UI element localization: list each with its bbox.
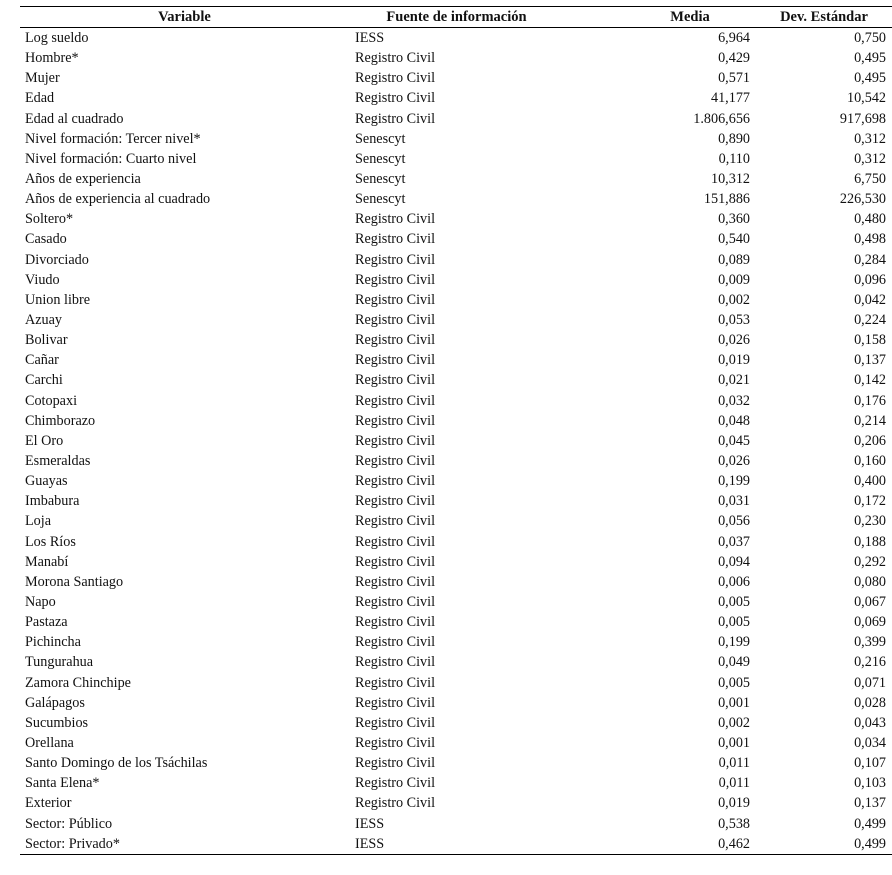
- cell-mean: 0,001: [718, 694, 750, 711]
- table-row: [20, 250, 892, 270]
- table-header: [20, 7, 892, 28]
- table-row: [20, 632, 892, 652]
- table-row: [20, 673, 892, 693]
- cell-sd: 0,028: [854, 694, 886, 711]
- cell-variable: Tungurahua: [25, 654, 94, 671]
- cell-mean: 0,048: [718, 412, 750, 429]
- cell-source: Senescyt: [355, 191, 406, 208]
- cell-sd: 0,188: [854, 533, 886, 550]
- cell-mean: 0,001: [718, 734, 750, 751]
- cell-mean: 0,360: [718, 211, 750, 228]
- cell-mean: 0,037: [718, 533, 750, 550]
- cell-variable: Bolivar: [25, 332, 68, 349]
- cell-sd: 0,214: [854, 412, 886, 429]
- cell-variable: Guayas: [25, 473, 68, 490]
- table-row: [20, 652, 892, 672]
- cell-mean: 0,571: [718, 70, 750, 87]
- cell-variable: Soltero*: [25, 211, 74, 228]
- cell-source: IESS: [355, 30, 385, 47]
- cell-source: Registro Civil: [355, 453, 436, 470]
- cell-mean: 0,011: [718, 755, 750, 772]
- cell-sd: 0,399: [854, 634, 886, 651]
- header-row: [20, 7, 892, 28]
- table-row: [20, 310, 892, 330]
- cell-variable: Santa Elena*: [25, 775, 100, 792]
- cell-sd: 6,750: [854, 171, 886, 188]
- cell-source: Registro Civil: [355, 70, 436, 87]
- cell-sd: 0,103: [854, 775, 886, 792]
- table-row: [20, 451, 892, 471]
- cell-sd: 0,499: [854, 815, 886, 832]
- cell-mean: 41,177: [710, 90, 750, 107]
- cell-sd: 0,137: [854, 352, 886, 369]
- cell-source: Registro Civil: [355, 432, 436, 449]
- cell-sd: 0,216: [854, 654, 886, 671]
- cell-mean: 0,019: [718, 352, 750, 369]
- table-row: [20, 330, 892, 350]
- table-body: [20, 28, 892, 855]
- cell-variable: Union libre: [25, 291, 91, 308]
- cell-mean: 0,053: [718, 312, 750, 329]
- cell-mean: 0,005: [718, 614, 750, 631]
- cell-variable: Exterior: [25, 795, 72, 812]
- cell-variable: Loja: [25, 513, 51, 530]
- cell-source: Registro Civil: [355, 412, 436, 429]
- cell-variable: Años de experiencia: [25, 171, 141, 188]
- cell-variable: Galápagos: [25, 694, 85, 711]
- cell-mean: 0,021: [718, 372, 750, 389]
- cell-sd: 0,498: [854, 231, 886, 248]
- table-row: [20, 511, 892, 531]
- cell-variable: Orellana: [25, 734, 74, 751]
- cell-sd: 0,206: [854, 432, 886, 449]
- cell-source: IESS: [355, 815, 385, 832]
- cell-source: Registro Civil: [355, 493, 436, 510]
- cell-variable: Log sueldo: [25, 30, 89, 47]
- cell-variable: Azuay: [25, 312, 63, 329]
- cell-sd: 0,495: [854, 50, 886, 67]
- table-row: [20, 88, 892, 108]
- cell-variable: Esmeraldas: [25, 453, 91, 470]
- cell-source: Registro Civil: [355, 372, 436, 389]
- cell-variable: Nivel formación: Cuarto nivel: [25, 150, 197, 167]
- table-row: [20, 189, 892, 209]
- header-mean: Media: [604, 7, 756, 28]
- cell-sd: 0,176: [854, 392, 886, 409]
- table-row: [20, 793, 892, 813]
- cell-mean: 0,890: [718, 130, 750, 147]
- cell-source: Registro Civil: [355, 211, 436, 228]
- cell-sd: 0,750: [854, 30, 886, 47]
- cell-mean: 10,312: [710, 171, 750, 188]
- table-row: [20, 149, 892, 169]
- cell-mean: 0,019: [718, 795, 750, 812]
- header-source: Fuente de información: [349, 7, 604, 28]
- table-row: [20, 48, 892, 68]
- cell-sd: 0,034: [854, 734, 886, 751]
- cell-variable: Pastaza: [25, 614, 68, 631]
- table-row: [20, 612, 892, 632]
- cell-variable: Sector: Privado*: [20, 834, 349, 855]
- cell-variable: Los Ríos: [25, 533, 76, 550]
- cell-source: Registro Civil: [355, 352, 436, 369]
- cell-variable: Cañar: [25, 352, 59, 369]
- cell-source: Registro Civil: [355, 90, 436, 107]
- cell-sd: 0,042: [854, 291, 886, 308]
- cell-mean: 0,026: [718, 453, 750, 470]
- cell-source: Registro Civil: [355, 533, 436, 550]
- cell-variable: Zamora Chinchipe: [25, 674, 131, 691]
- cell-source: Registro Civil: [355, 594, 436, 610]
- cell-mean: 6,964: [718, 30, 750, 47]
- cell-mean: 0,094: [718, 553, 750, 570]
- table-row: [20, 290, 892, 310]
- cell-sd: 0,284: [854, 251, 886, 268]
- table-row: [20, 28, 892, 49]
- cell-source: Registro Civil: [355, 312, 436, 329]
- cell-variable: Imbabura: [25, 493, 80, 510]
- cell-sd: 0,400: [854, 473, 886, 490]
- table-row: [20, 753, 892, 773]
- cell-mean: 0,005: [718, 674, 750, 691]
- cell-source: Registro Civil: [355, 775, 436, 792]
- header-sd: Dev. Estándar: [756, 7, 892, 28]
- cell-source: Registro Civil: [355, 553, 436, 570]
- cell-mean: 0,462: [604, 834, 756, 855]
- table-row: [20, 129, 892, 149]
- cell-variable: Pichincha: [25, 634, 81, 651]
- cell-source: Registro Civil: [355, 734, 436, 751]
- cell-source: Registro Civil: [355, 110, 436, 127]
- cell-variable: Manabí: [25, 553, 69, 570]
- cell-variable: Viudo: [25, 271, 60, 288]
- cell-sd: 0,071: [854, 674, 886, 691]
- cell-mean: 0,089: [718, 251, 750, 268]
- cell-sd: 226,530: [839, 191, 886, 208]
- cell-sd: 0,480: [854, 211, 886, 228]
- cell-variable: Nivel formación: Tercer nivel*: [25, 130, 201, 147]
- cell-mean: 0,538: [718, 815, 750, 832]
- cell-source: Registro Civil: [355, 392, 436, 409]
- cell-source: Registro Civil: [355, 291, 436, 308]
- cell-mean: 0,049: [718, 654, 750, 671]
- cell-source: Registro Civil: [355, 795, 436, 812]
- cell-mean: 0,026: [718, 332, 750, 349]
- cell-source: IESS: [349, 834, 604, 855]
- cell-sd: 0,080: [854, 573, 886, 590]
- table-row: [20, 169, 892, 189]
- cell-sd: 0,224: [854, 312, 886, 329]
- cell-source: Registro Civil: [355, 473, 436, 490]
- cell-variable: Edad: [25, 90, 55, 107]
- cell-variable: Chimborazo: [25, 412, 96, 429]
- cell-variable: Napo: [25, 594, 56, 610]
- cell-sd: 0,069: [854, 614, 886, 631]
- cell-variable: Divorciado: [25, 251, 89, 268]
- table-row: [20, 693, 892, 713]
- cell-mean: 0,009: [718, 271, 750, 288]
- cell-variable: Morona Santiago: [25, 573, 124, 590]
- cell-source: Registro Civil: [355, 694, 436, 711]
- cell-mean: 0,032: [718, 392, 750, 409]
- cell-source: Registro Civil: [355, 513, 436, 530]
- cell-sd: 0,096: [854, 271, 886, 288]
- table-row: [20, 270, 892, 290]
- cell-sd: 0,499: [756, 834, 892, 855]
- table-row: [20, 229, 892, 249]
- cell-sd: 0,142: [854, 372, 886, 389]
- cell-mean: 151,886: [703, 191, 750, 208]
- cell-source: Registro Civil: [355, 755, 436, 772]
- cell-source: Registro Civil: [355, 634, 436, 651]
- cell-mean: 0,540: [718, 231, 750, 248]
- cell-source: Registro Civil: [355, 332, 436, 349]
- cell-variable: Sucumbios: [25, 714, 89, 731]
- cell-variable: Edad al cuadrado: [25, 110, 124, 127]
- cell-mean: 0,429: [718, 50, 750, 67]
- table-row: [20, 572, 892, 592]
- table-row: [20, 532, 892, 552]
- cell-sd: 0,230: [854, 513, 886, 530]
- cell-sd: 0,043: [854, 714, 886, 731]
- cell-source: Registro Civil: [355, 654, 436, 671]
- table-row: [20, 411, 892, 431]
- table-row: [20, 491, 892, 511]
- cell-variable: El Oro: [25, 432, 64, 449]
- table-row: [20, 109, 892, 129]
- cell-variable: Carchi: [25, 372, 63, 389]
- cell-sd: 0,495: [854, 70, 886, 87]
- cell-source: Registro Civil: [355, 573, 436, 590]
- cell-sd: 917,698: [839, 110, 886, 127]
- cell-mean: 0,056: [718, 513, 750, 530]
- cell-mean: 0,005: [718, 594, 750, 610]
- table-row: [20, 773, 892, 793]
- cell-sd: 0,312: [854, 130, 886, 147]
- cell-sd: 0,160: [854, 453, 886, 470]
- cell-source: Registro Civil: [355, 614, 436, 631]
- cell-sd: 10,542: [846, 90, 886, 107]
- cell-sd: 0,312: [854, 150, 886, 167]
- cell-mean: 0,002: [718, 291, 750, 308]
- table-row: [20, 431, 892, 451]
- cell-variable: Casado: [25, 231, 67, 248]
- cell-variable: Hombre*: [25, 50, 79, 67]
- cell-variable: Sector: Público: [25, 815, 113, 832]
- cell-source: Registro Civil: [355, 251, 436, 268]
- table-row: [20, 68, 892, 88]
- cell-source: Registro Civil: [355, 231, 436, 248]
- cell-mean: 0,110: [718, 150, 750, 167]
- table-row: [20, 391, 892, 411]
- cell-source: Registro Civil: [355, 271, 436, 288]
- table-row: [20, 370, 892, 390]
- cell-mean: 0,199: [718, 473, 750, 490]
- table-row: [20, 733, 892, 753]
- cell-source: Senescyt: [355, 150, 406, 167]
- table-row: [20, 834, 892, 855]
- table-row: [20, 350, 892, 370]
- cell-mean: 1.806,656: [693, 110, 750, 127]
- cell-source: Registro Civil: [355, 714, 436, 731]
- table-row: [20, 209, 892, 229]
- cell-sd: 0,067: [854, 594, 886, 610]
- cell-mean: 0,006: [718, 573, 750, 590]
- cell-mean: 0,031: [718, 493, 750, 510]
- cell-variable: Santo Domingo de los Tsáchilas: [25, 755, 208, 772]
- cell-source: Senescyt: [355, 171, 406, 188]
- cell-source: Registro Civil: [355, 50, 436, 67]
- table-row: [20, 713, 892, 733]
- cell-variable: Años de experiencia al cuadrado: [25, 191, 211, 208]
- cell-source: Senescyt: [355, 130, 406, 147]
- cell-variable: Mujer: [25, 70, 60, 87]
- table-row: [20, 813, 892, 833]
- cell-sd: 0,107: [854, 755, 886, 772]
- cell-sd: 0,172: [854, 493, 886, 510]
- table-row: [20, 471, 892, 491]
- cell-source: Registro Civil: [355, 674, 436, 691]
- cell-mean: 0,199: [718, 634, 750, 651]
- table-row: [20, 552, 892, 572]
- cell-mean: 0,045: [718, 432, 750, 449]
- cell-sd: 0,292: [854, 553, 886, 570]
- cell-variable: Cotopaxi: [25, 392, 78, 409]
- header-variable: Variable: [20, 7, 349, 28]
- descriptive-statistics-table: [20, 6, 892, 855]
- table-row: [20, 592, 892, 612]
- cell-mean: 0,002: [718, 714, 750, 731]
- cell-sd: 0,158: [854, 332, 886, 349]
- cell-mean: 0,011: [718, 775, 750, 792]
- cell-sd: 0,137: [854, 795, 886, 812]
